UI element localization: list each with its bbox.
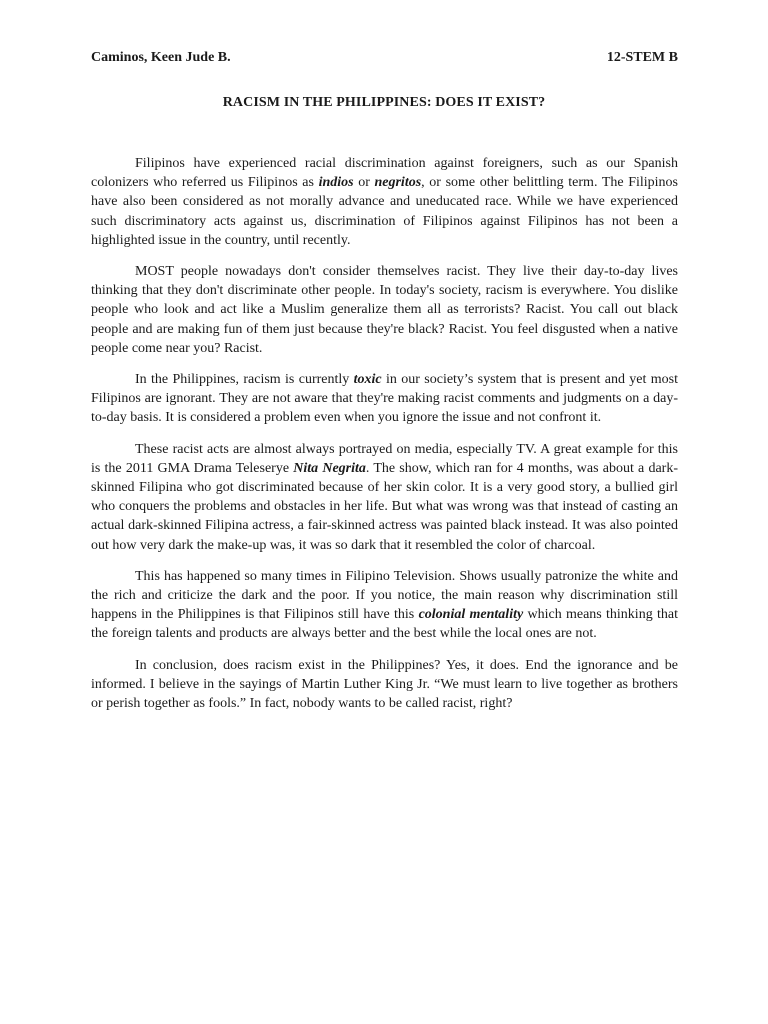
term-negritos: negritos [374, 175, 422, 191]
paragraph-1-text-e: , or some other belittling term. The Filipinos have also been considered as not morally advance and uneducated race. While we have experienced such discriminatory acts against us, discrimination of Filipinos against Filipinos has not been a highlighted issue in the country, until recently. [91, 175, 678, 248]
paragraph-3 [91, 370, 678, 428]
paragraph-1-text-a: Filipinos have experienced racial discrimination against foreigners, such as our Spanish colonizers who referred us Filipinos as [91, 156, 678, 191]
paragraph-6: In conclusion, does racism exist in the Philippines? Yes, it does. End the ignorance and be informed. I believe in the sayings of Martin Luther King Jr. “We must learn to live together as brothers or perish together as fools.” In fact, nobody wants to be called racist, right? [91, 657, 678, 712]
essay-body [91, 154, 678, 725]
paragraph-2: MOST people nowadays don't consider themselves racist. They live their day-to-day lives thinking that they don't discriminate other people. In today's society, racism is everywhere. You dislike people who look and act like a Muslim generalize them all as terrorists? Racist. You call out black people and are making fun of them just because they're black? Racist. You feel disgusted when a native people come near you? Racist. [91, 264, 678, 356]
essay-title: RACISM IN THE PHILIPPINES: DOES IT EXIST? [222, 95, 546, 110]
term-colonial-mentality: colonial mentality [418, 607, 524, 623]
paragraph-5-text-a: This has happened so many times in Filipino Television. Shows usually patronize the white and the rich and criticize the dark and the poor. If you notice, the main reason why discrimination still happens in the Philippines is that Filipinos still have this [91, 568, 678, 623]
paragraph-5 [91, 567, 678, 644]
author-name: Caminos, Keen Jude B. [91, 50, 231, 65]
paragraph-3-text-a: In the Philippines, racism is currently [135, 372, 354, 388]
paragraph-4-text-a: These racist acts are almost always portrayed on media, especially TV. A great example for this is the 2011 GMA Drama Teleserye [91, 441, 678, 476]
paragraph-4-text-c: . The show, which ran for 4 months, was about a dark-skinned Filipina who got discriminated because of her skin color. It is a very good story, a bullied girl who conquers the problems and obstacles in her life. But what was wrong was that instead of casting an actual dark-skinned Filipina actress, a fair-skinned actress was painted black instead. It was also pointed out how very dark the make-up was, it was so dark that it resembled the color of charcoal. [91, 460, 678, 553]
paragraph-1-text-c: or [353, 175, 375, 191]
term-nita-negrita: Nita Negrita [293, 460, 366, 476]
term-indios: indios [318, 175, 354, 191]
term-toxic: toxic [353, 372, 382, 388]
page-header [91, 49, 678, 67]
paragraph-5-text-c: which means thinking that the foreign talents and products are always better and the best while the local ones are not. [91, 607, 678, 642]
paragraph-4 [91, 440, 678, 555]
paragraph-3-text-c: in our society’s system that is present and yet most Filipinos are ignorant. They are not aware that they're making racist comments and judgments on a day-to-day basis. It is considered a problem even when you ignore the issue and not confront it. [91, 372, 678, 426]
paragraph-1 [91, 154, 678, 250]
class-section: 12-STEM B [606, 50, 678, 65]
